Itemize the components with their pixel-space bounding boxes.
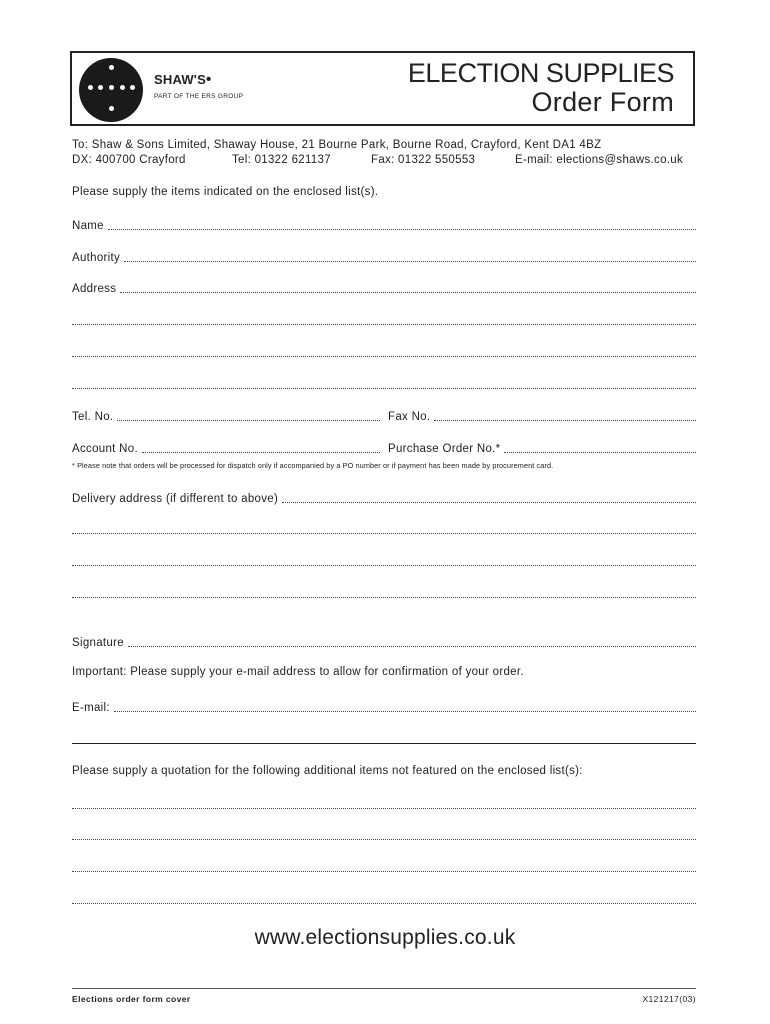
account-label: Account No. xyxy=(72,443,138,455)
fax-field[interactable] xyxy=(388,407,696,423)
delivery-label: Delivery address (if different to above) xyxy=(72,493,279,505)
contact-fax: Fax: 01322 550553 xyxy=(371,154,476,166)
brand-tagline: PART OF THE ERS GROUP xyxy=(154,93,244,100)
email-field[interactable] xyxy=(72,698,696,714)
quotation-line-4[interactable] xyxy=(72,890,696,906)
contact-tel: Tel: 01322 621137 xyxy=(232,154,331,166)
delivery-line-3[interactable] xyxy=(72,552,696,568)
footer-title: Elections order form cover xyxy=(72,994,191,1004)
authority-field[interactable] xyxy=(72,248,696,264)
address-label: Address xyxy=(72,283,117,295)
tel-field[interactable] xyxy=(72,407,380,423)
delivery-line-4[interactable] xyxy=(72,584,696,600)
name-label: Name xyxy=(72,220,104,232)
signature-label: Signature xyxy=(72,637,124,649)
delivery-field[interactable] xyxy=(72,489,696,505)
address-line-3[interactable] xyxy=(72,343,696,359)
contact-email: E-mail: elections@shaws.co.uk xyxy=(515,154,684,166)
brand-name: SHAW'S• xyxy=(154,71,212,88)
website-link[interactable]: www.electionsupplies.co.uk xyxy=(254,926,516,949)
po-field[interactable] xyxy=(388,439,696,455)
intro-text: Please supply the items indicated on the enclosed list(s). xyxy=(72,186,379,198)
address-line-2[interactable] xyxy=(72,311,696,327)
quotation-line-3[interactable] xyxy=(72,858,696,874)
form-subtitle: Order Form xyxy=(531,87,674,117)
account-field[interactable] xyxy=(72,439,380,455)
contact-dx: DX: 400700 Crayford xyxy=(72,154,186,166)
signature-field[interactable] xyxy=(72,633,696,649)
footer-code: X121217(03) xyxy=(642,994,696,1004)
po-note: * Please note that orders will be processed for dispatch only if accompanied by a PO number or if payment has been made by procurement card. xyxy=(72,461,554,470)
authority-label: Authority xyxy=(72,252,121,264)
contact-address: To: Shaw & Sons Limited, Shaway House, 21 Bourne Park, Bourne Road, Crayford, Kent DA1 4BZ xyxy=(72,139,602,151)
delivery-line-2[interactable] xyxy=(72,520,696,536)
po-label: Purchase Order No.* xyxy=(388,443,501,455)
address-line-4[interactable] xyxy=(72,375,696,391)
quotation-line-1[interactable] xyxy=(72,795,696,811)
form-title: ELECTION SUPPLIES xyxy=(407,58,674,88)
address-field[interactable] xyxy=(72,279,696,295)
fax-label: Fax No. xyxy=(388,411,431,423)
quotation-line-2[interactable] xyxy=(72,826,696,842)
quotation-text: Please supply a quotation for the following additional items not featured on the enclosed list(s): xyxy=(72,765,583,777)
section-divider xyxy=(72,743,696,744)
shaws-logo-icon xyxy=(79,58,143,122)
tel-label: Tel. No. xyxy=(72,411,114,423)
email-label: E-mail: xyxy=(72,702,110,714)
important-note: Important: Please supply your e-mail address to allow for confirmation of your order. xyxy=(72,666,524,678)
footer-divider xyxy=(72,988,696,989)
name-field[interactable] xyxy=(72,216,696,232)
